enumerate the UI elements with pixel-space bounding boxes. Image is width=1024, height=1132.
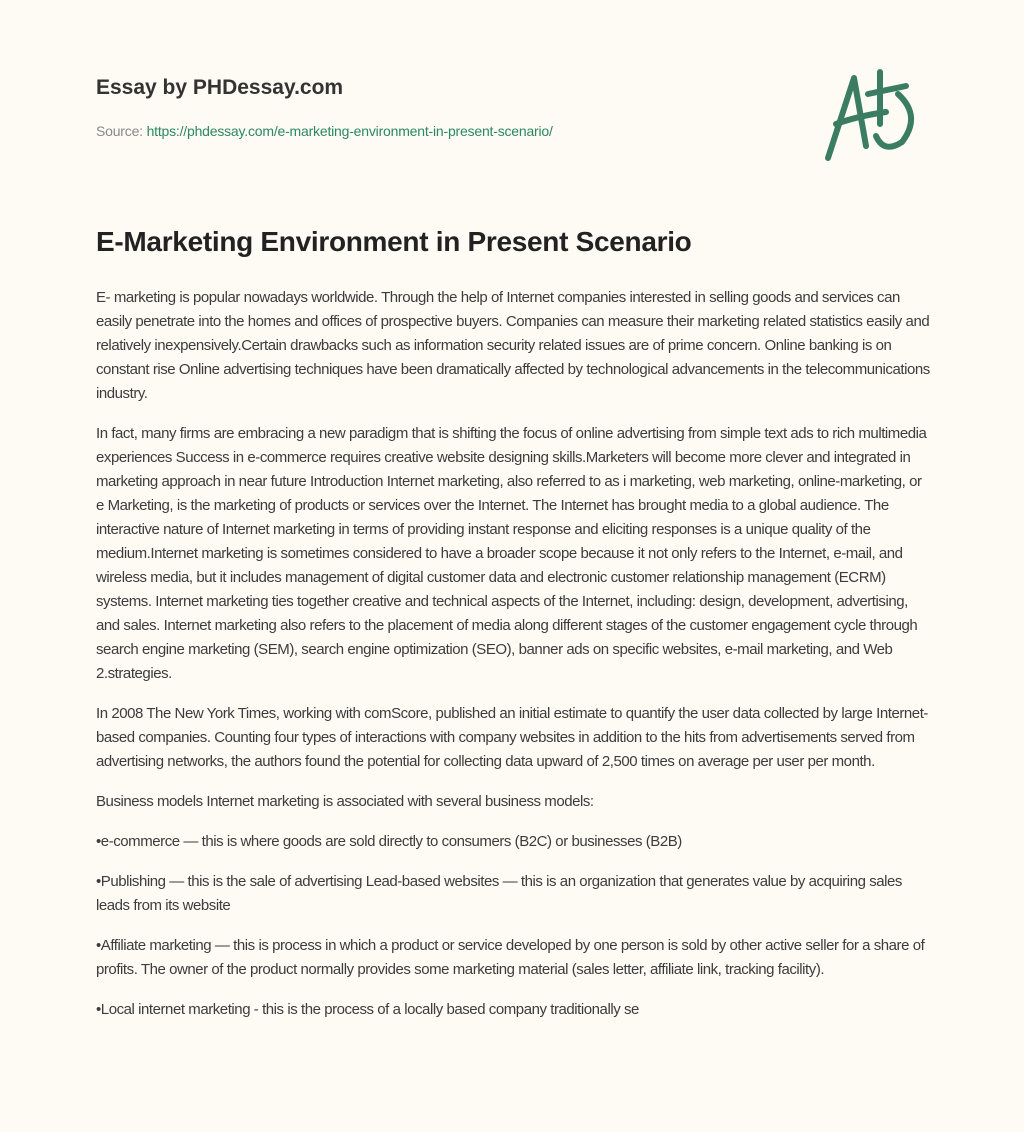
paragraph: In fact, many firms are embracing a new paradigm that is shifting the focus of online advertising from simple text ads to rich multimedia experiences Success in e-commerce requires creative website designing skills.Marketers will become more clever and integrated in marketing approach in near future Introduction Internet marketing, also referred to as i marketing, web marketing, online-marketing, or e Marketing, is the marketing of products or services over the Internet. The Internet has brought media to a global audience. The interactive nature of Internet marketing in terms of providing instant response and eliciting responses is a unique quality of the medium.Internet marketing is sometimes considered to have a broader scope because it not only refers to the Internet, e-mail, and wireless media, but it includes management of digital customer data and electronic customer relationship management (ECRM) systems. Internet marketing ties together creative and technical aspects of the Internet, including: design, development, advertising, and sales. Internet marketing also refers to the placement of media along different stages of the customer engagement cycle through search engine marketing (SEM), search engine optimization (SEO), banner ads on specific websites, e-mail marketing, and Web 2.strategies. xyxy=(96,425,927,682)
list-item: •e-commerce — this is where goods are sold directly to consumers (B2C) or businesses (B2B) xyxy=(96,833,682,850)
site-title: Essay by PHDessay.com xyxy=(96,76,344,99)
list-item: •Affiliate marketing — this is process in which a product or service developed by one person is sold by other active seller for a share of profits. The owner of the product normally provides some marketing material (sales letter, affiliate link, tracking facility). xyxy=(96,937,925,978)
paragraph: In 2008 The New York Times, working with comScore, published an initial estimate to quantify the user data collected by large Internet-based companies. Counting four types of interactions with company websites in addition to the hits from advertisements served from advertising networks, the authors found the potential for collecting data upward of 2,500 times on average per user per month. xyxy=(96,705,928,770)
source-line xyxy=(96,123,553,139)
article-title: E-Marketing Environment in Present Scenario xyxy=(96,226,692,257)
source-label: Source: xyxy=(96,123,143,139)
source-link[interactable]: https://phdessay.com/e-marketing-environment-in-present-scenario/ xyxy=(146,123,553,139)
list-item: •Local internet marketing - this is the process of a locally based company traditionally se xyxy=(96,1001,639,1018)
list-item: •Publishing — this is the sale of advertising Lead-based websites — this is an organization that generates value by acquiring sales leads from its website xyxy=(96,873,902,914)
article-body xyxy=(96,286,932,1038)
paragraph: E- marketing is popular nowadays worldwide. Through the help of Internet companies interested in selling goods and services can easily penetrate into the homes and offices of prospective buyers. Companies can measure their marketing related statistics easily and relatively inexpensively.Certain drawbacks such as information security related issues are of prime concern. Online banking is on constant rise Online advertising techniques have been dramatically affected by technological advancements in the telecommunications industry. xyxy=(96,289,930,402)
a-plus-logo-icon xyxy=(818,66,928,166)
paragraph: Business models Internet marketing is associated with several business models: xyxy=(96,793,594,810)
